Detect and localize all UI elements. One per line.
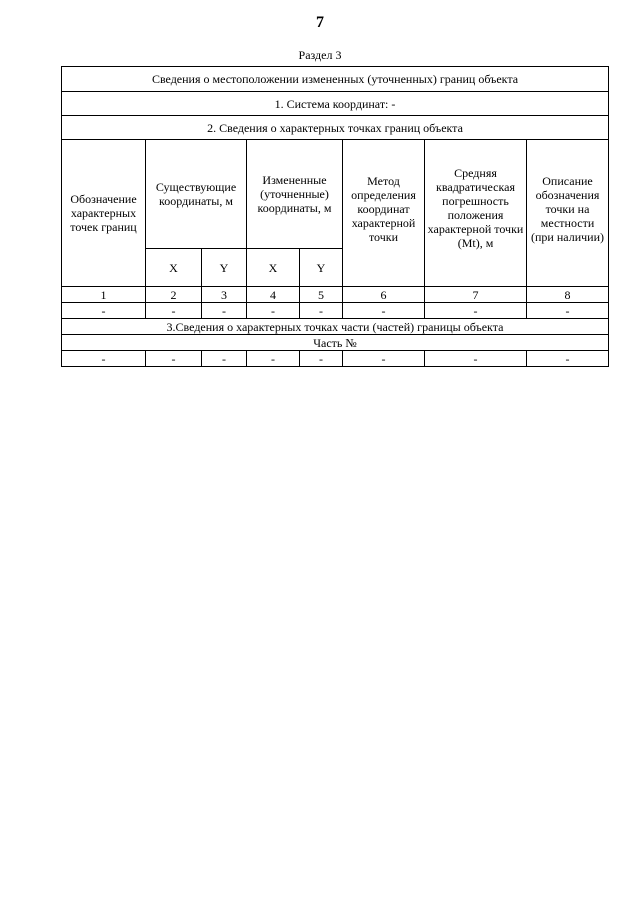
section-label: Раздел 3 [298,48,342,62]
column-number: 8 [527,287,609,303]
column-number: 6 [343,287,425,303]
table-title-row [62,67,609,92]
header-existing-y: Y [202,249,247,287]
column-number: 1 [62,287,146,303]
part-label-row [62,335,609,351]
part-label: Часть № [62,335,609,351]
page-number: 7 [316,14,324,31]
header-mean-error: Средняя квадратическая погрешность положения характерной точки (Mt), м [425,140,527,287]
table-cell: - [300,303,343,319]
table-cell: - [202,351,247,367]
table-cell: - [300,351,343,367]
table-cell: - [527,303,609,319]
table-cell: - [146,303,202,319]
header-row [62,140,609,249]
table-cell: - [527,351,609,367]
column-number: 7 [425,287,527,303]
column-numbers-row [62,287,609,303]
points-section-title: 2. Сведения о характерных точках границ объекта [62,116,609,140]
table-title: Сведения о местоположении измененных (уточненных) границ объекта [62,67,609,92]
table-cell: - [247,351,300,367]
table-cell: - [425,303,527,319]
header-existing-coords: Существующие координаты, м [146,140,247,249]
header-description: Описание обозначения точки на местности (при наличии) [527,140,609,287]
header-changed-coords: Измененные (уточненные) координаты, м [247,140,343,249]
parts-section-row [62,319,609,335]
table-cell: - [62,351,146,367]
points-data-row [62,303,609,319]
table-cell: - [146,351,202,367]
header-changed-y: Y [300,249,343,287]
column-number: 2 [146,287,202,303]
table-cell: - [247,303,300,319]
parts-section-title: 3.Сведения о характерных точках части (частей) границы объекта [62,319,609,335]
table-cell: - [202,303,247,319]
header-changed-x: X [247,249,300,287]
header-point-designation: Обозначение характерных точек границ [62,140,146,287]
column-number: 4 [247,287,300,303]
header-method: Метод определения координат характерной точки [343,140,425,287]
boundary-points-table [61,66,609,367]
coordinate-system-row [62,92,609,116]
column-number: 3 [202,287,247,303]
header-existing-x: X [146,249,202,287]
coordinate-system: 1. Система координат: - [62,92,609,116]
table-cell: - [62,303,146,319]
table-cell: - [343,303,425,319]
table-cell: - [343,351,425,367]
points-section-row [62,116,609,140]
parts-data-row [62,351,609,367]
table-cell: - [425,351,527,367]
column-number: 5 [300,287,343,303]
